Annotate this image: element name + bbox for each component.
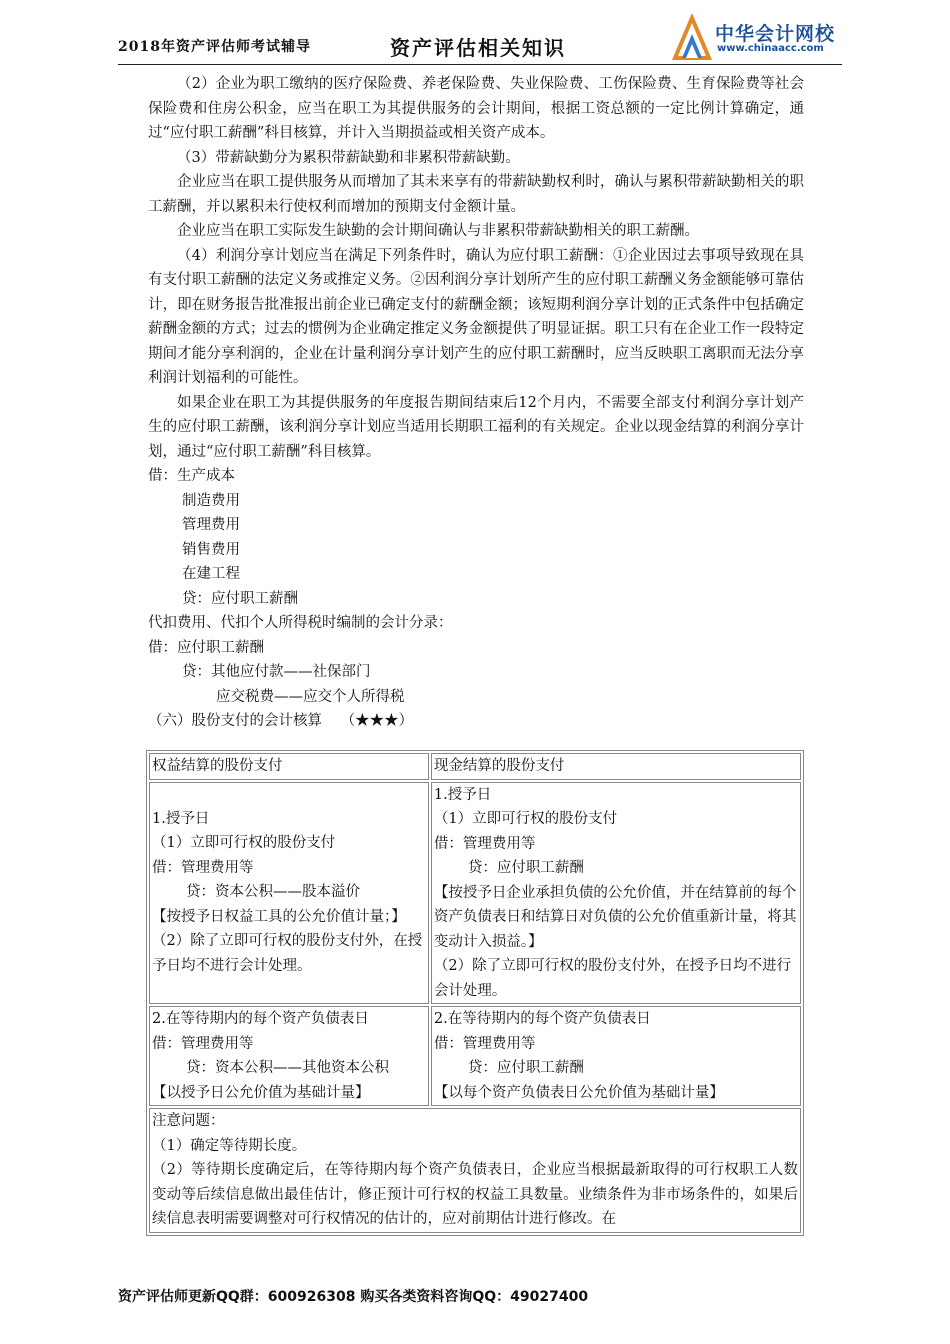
cell-line: 1.授予日 (152, 810, 210, 827)
document-body (148, 72, 804, 734)
cell-equity-waiting-period (149, 1006, 429, 1106)
entry-credit-line: 贷：应付职工薪酬 (182, 590, 298, 607)
cell-line: 【按授予日企业承担负债的公允价值，并在结算前的每个资产负债表日和结算日对负债的公允价值重新计量，将其变动计入损益。】 (433, 884, 797, 950)
cell-line: 贷：资本公积——其他资本公积 (186, 1060, 389, 1076)
header-course-title: 2018年资产评估师考试辅导 (118, 39, 311, 55)
entry-withholding-title: 代扣费用、代扣个人所得税时编制的会计分录： (148, 615, 453, 631)
importance-stars: （★★★） (340, 713, 414, 729)
journal-entry-payroll (148, 464, 804, 611)
cell-line: 贷：应付职工薪酬 (467, 1060, 584, 1076)
logo-url: www.chinaacc.com (717, 43, 824, 54)
paragraph-long-term-benefit: 如果企业在职工为其提供服务的年度报告期间结束后12个月内，不需要全部支付利润分享计划产生的应付职工薪酬，该利润分享计划应当适用长期职工福利的有关规定。企业以现金结算的利润分享计划，通过“应付职工薪酬”科目核算。 (148, 394, 804, 460)
cell-line: 借：管理费用等 (152, 1035, 254, 1052)
entry-account-line: 制造费用 (182, 492, 240, 509)
cell-line: 借：管理费用等 (433, 1035, 536, 1052)
page-header (118, 0, 842, 64)
entry-account-line: 管理费用 (182, 517, 240, 533)
cell-notes (149, 1108, 801, 1233)
paragraph-profit-sharing: （4）利润分享计划应当在满足下列条件时，确认为应付职工薪酬：①企业因过去事项导致现在具有支付职工薪酬的法定义务或推定义务。②因利润分享计划所产生的应付职工薪酬义务金额能够可靠估计，即在财务报告批准报出前企业已确定支付的薪酬金额；该短期利润分享计划的正式条件中包括确定薪酬金额的方式；过去的惯例为企业确定推定义务金额提供了明显证据。职工只有在企业工作一段特定期间才能分享利润的，企业在计量利润分享计划产生的应付职工薪酬时，应当反映职工离职而无法分享利润计划福利的可能性。 (148, 247, 804, 386)
entry-credit-line: 贷：其他应付款——社保部门 (182, 664, 371, 680)
cell-line: 【以每个资产负债表日公允价值为基础计量】 (433, 1084, 724, 1101)
cell-line: 借：管理费用等 (433, 835, 536, 852)
entry-credit-line: 应交税费——应交个人所得税 (216, 688, 405, 705)
entry-account-line: 销售费用 (182, 541, 240, 558)
footer-contact: 资产评估师更新QQ群：600926308 购买各类资料咨询QQ：49027400 (118, 1289, 589, 1305)
header-divider (118, 64, 842, 65)
cell-line: 【以授予日公允价值为基础计量】 (152, 1084, 370, 1101)
cell-line: 借：管理费用等 (152, 859, 254, 876)
cell-cash-waiting-period (431, 1006, 801, 1106)
notes-line: （1）确定等待期长度。 (152, 1137, 307, 1154)
cell-line: 【按授予日权益工具的公允价值计量；】 (152, 908, 406, 925)
entry-account-line: 在建工程 (182, 566, 240, 582)
notes-line: （2）等待期长度确定后，在等待期内每个资产负债表日，企业应当根据最新取得的可行权职工人数变动等后续信息做出最佳估计，修正预计可行权的权益工具数量。业绩条件为非市场条件的，如果后续信息表明需要调整对可行权情况的估计的，应对前期估计进行修改。在 (152, 1162, 798, 1227)
cell-line: （1）立即可行权的股份支付 (152, 835, 336, 851)
cell-equity-grant-date (149, 782, 429, 1005)
entry-debit-line: 借：应付职工薪酬 (148, 639, 264, 656)
table-header-row (149, 753, 801, 780)
paragraph-accumulating-absence: 企业应当在职工提供服务从而增加了其未来享有的带薪缺勤权利时，确认与累积带薪缺勤相关的职工薪酬，并以累积未行使权利而增加的预期支付金额计量。 (148, 174, 804, 215)
entry-debit-line: 借：生产成本 (148, 468, 235, 484)
table-row (149, 1108, 801, 1233)
cell-line: 1.授予日 (433, 786, 492, 803)
paragraph-social-insurance: （2）企业为职工缴纳的医疗保险费、养老保险费、失业保险费、工伤保险费、生育保险费等社会保险费和住房公积金，应当在职工为其提供服务的会计期间，根据工资总额的一定比例计算确定，通过“应付职工薪酬”科目核算，并计入当期损益或相关资产成本。 (148, 76, 804, 141)
cell-line: 贷：资本公积——股本溢价 (186, 884, 360, 900)
cell-line: 2.在等待期内的每个资产负债表日 (433, 1011, 651, 1027)
paragraph-paid-absence: （3）带薪缺勤分为累积带薪缺勤和非累积带薪缺勤。 (177, 149, 520, 166)
cell-line: 2.在等待期内的每个资产负债表日 (152, 1011, 369, 1027)
logo[interactable] (671, 14, 842, 60)
header-cash-settled: 现金结算的股份支付 (431, 753, 801, 780)
cell-line: 贷：应付职工薪酬 (467, 860, 584, 876)
logo-name: 中华会计网校 (715, 23, 836, 45)
cell-line: （1）立即可行权的股份支付 (433, 811, 618, 827)
cell-line: （2）除了立即可行权的股份支付外，在授予日均不进行会计处理。 (433, 958, 792, 999)
header-equity-settled: 权益结算的股份支付 (149, 753, 429, 780)
table-row (149, 1006, 801, 1106)
table-row (149, 782, 801, 1005)
cell-line: （2）除了立即可行权的股份支付外，在授予日均不进行会计处理。 (152, 933, 423, 974)
paragraph-nonaccumulating-absence: 企业应当在职工实际发生缺勤的会计期间确认与非累积带薪缺勤相关的职工薪酬。 (177, 223, 699, 239)
section-heading (148, 709, 804, 734)
cell-cash-grant-date (431, 782, 801, 1005)
journal-entry-withholding (148, 636, 804, 710)
notes-title: 注意问题： (152, 1113, 225, 1129)
share-payment-table (146, 750, 804, 1236)
header-subject-title: 资产评估相关知识 (390, 36, 566, 60)
section-title: （六）股份支付的会计核算 (148, 713, 322, 729)
triangle-logo-icon (671, 14, 713, 60)
